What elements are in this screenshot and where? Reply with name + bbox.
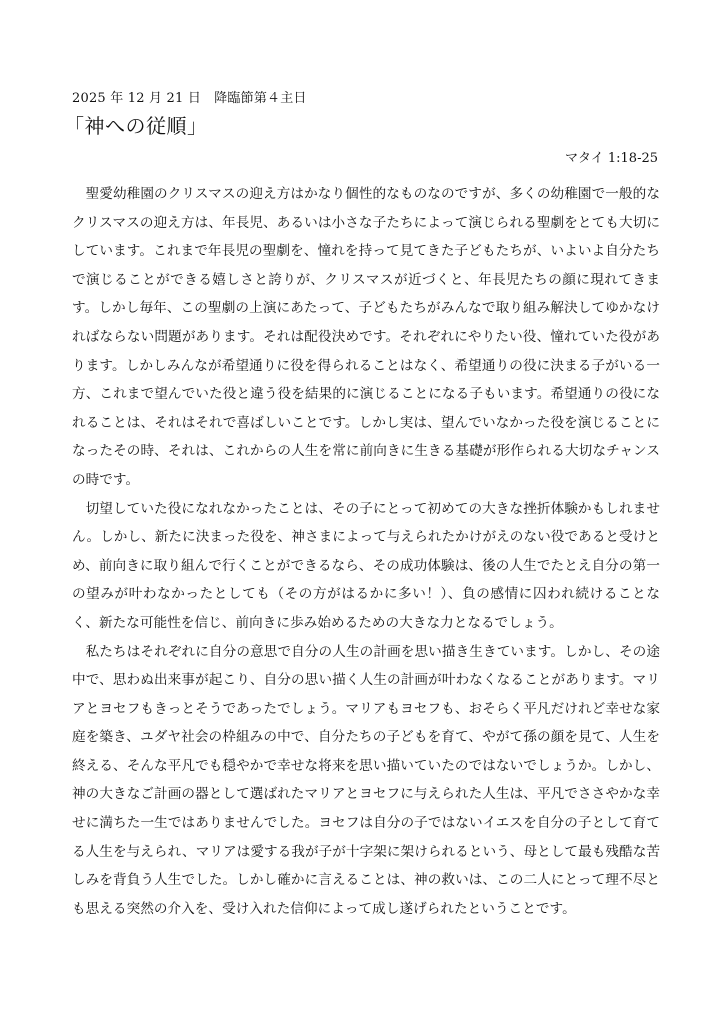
paragraph-2: 切望していた役になれなかったことは、その子にとって初めての大きな挫折体験かもしれません。しかし、新たに決まった役を、神さまによって与えられたかけがえのない役であると受けとめ、前向きに取り組んで行くことができるなら、その成功体験は、後の人生でたとえ自分の第一の望みが叶わなかったとしても（その方がはるかに多い！）、負の感情に囚われ続けることなく、新たな可能性を信じ、前向きに歩み始めるための大きな力となるでしょう。 <box>72 500 660 631</box>
sermon-title: 「神への従順」 <box>64 114 208 138</box>
sermon-body <box>72 180 660 923</box>
paragraph-3: 私たちはそれぞれに自分の意思で自分の人生の計画を思い描き生きています。しかし、その途中で、思わぬ出来事が起こり、自分の思い描く人生の計画が叶わなくなることがあります。マリアとヨセフもきっとそうであったでしょう。マリアもヨセフも、おそらく平凡だけれど幸せな家庭を築き、ユダヤ社会の枠組みの中で、自分たちの子どもを育て、やがて孫の顔を見て、人生を終える、そんな平凡でも穏やかで幸せな将来を思い描いていたのではないでしょうか。しかし、神の大きなご計画の器として選ばれたマリアとヨセフに与えられた人生は、平凡でささやかな幸せに満ちた一生ではありませんでした。ヨセフは自分の子ではないイエスを自分の子として育てる人生を与えられ、マリアは愛する我が子が十字架に架けられるという、母として最も残酷な苦しみを背負う人生でした。しかし確かに言えることは、神の救いは、この二人にとって理不尽とも思える突然の介入を、受け入れた信仰によって成し遂げられたということです。 <box>72 643 660 917</box>
scripture-reference: マタイ 1:18-25 <box>565 151 658 166</box>
sermon-date: 2025 年 12 月 21 日 降臨節第４主日 <box>72 91 307 106</box>
paragraph-1: 聖愛幼稚園のクリスマスの迎え方はかなり個性的なものなのですが、多くの幼稚園で一般的なクリスマスの迎え方は、年長児、あるいは小さな子たちによって演じられる聖劇をとても大切にしています。これまで年長児の聖劇を、憧れを持って見てきた子どもたちが、いよいよ自分たちで演じることができる嬉しさと誇りが、クリスマスが近づくと、年長児たちの顔に現れてきます。しかし毎年、この聖劇の上演にあたって、子どもたちがみんなで取り組み解決してゆかなければならない問題があります。それは配役決めです。それぞれにやりたい役、憧れていた役があります。しかしみんなが希望通りに役を得られることはなく、希望通りの役に決まる子がいる一方、これまで望んでいた役と違う役を結果的に演じることになる子もいます。希望通りの役になれることは、それはそれで喜ばしいことです。しかし実は、望んでいなかった役を演じることになったその時、それは、これからの人生を常に前向きに生きる基礎が形作られる大切なチャンスの時です。 <box>72 186 660 488</box>
